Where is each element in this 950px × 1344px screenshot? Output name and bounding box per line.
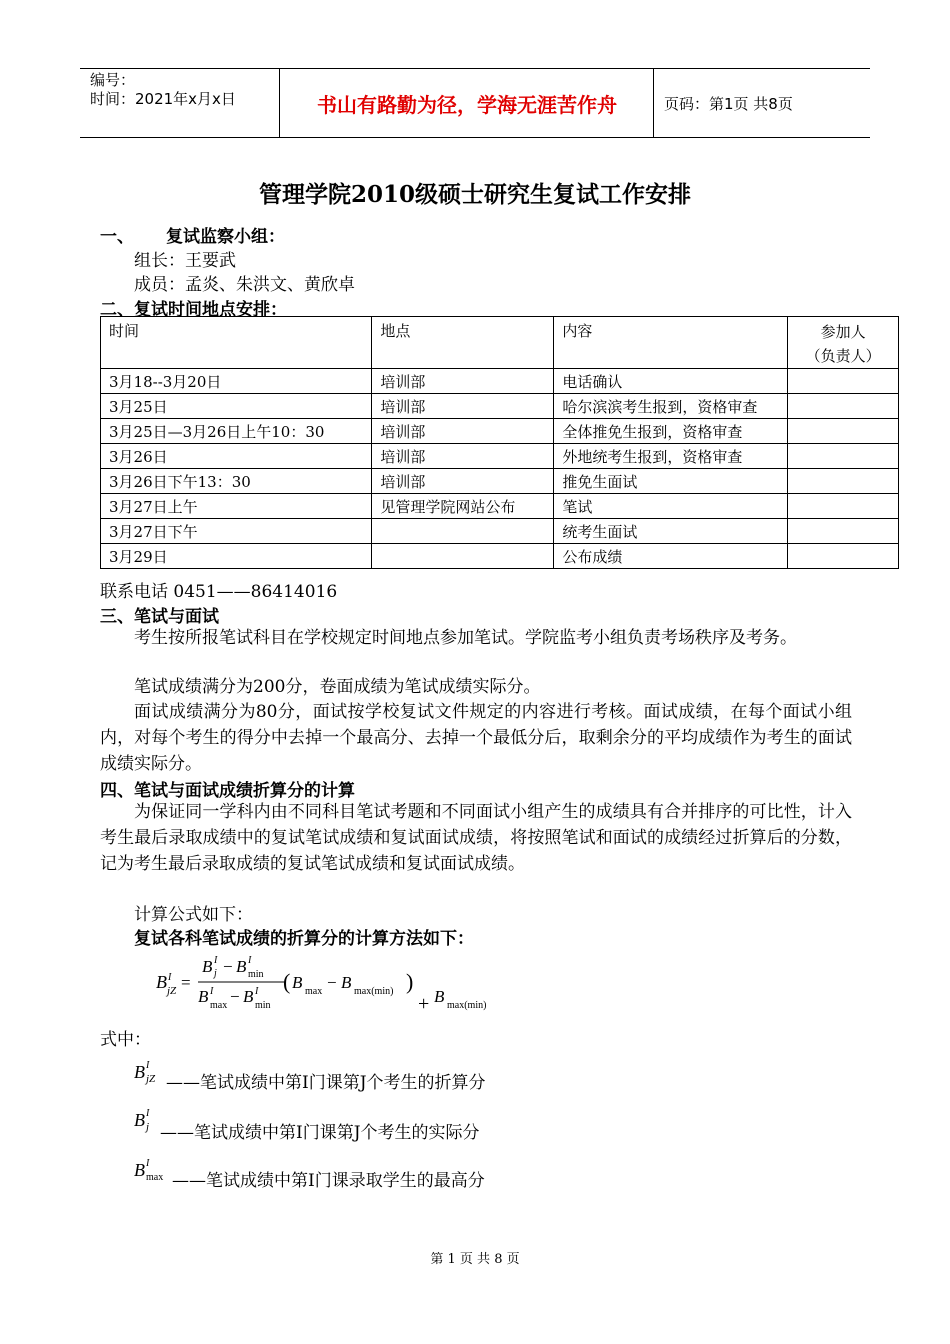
svg-text:max(min): max(min) (447, 1000, 487, 1011)
svg-text:): ) (406, 969, 414, 994)
cell-place: 见管理学院网站公布 (372, 494, 554, 519)
section1-leader: 组长：王要武 (134, 251, 236, 271)
conversion-formula (150, 952, 510, 1024)
table-row (101, 394, 899, 419)
svg-text:I: I (248, 955, 252, 966)
col-header-content: 内容 (554, 317, 788, 369)
table-row (101, 444, 899, 469)
col-header-person-line2: （负责人） (805, 347, 881, 365)
cell-place: 培训部 (372, 444, 554, 469)
section2-heading: 二、复试时间地点安排： (100, 300, 287, 320)
cell-content: 哈尔滨滨考生报到，资格审查 (554, 394, 788, 419)
page-footer: 第 1 页 共 8 页 (430, 1252, 520, 1267)
cell-content: 电话确认 (554, 369, 788, 394)
definition-bjz: ——笔试成绩中第I门课第J个考生的折算分 (166, 1073, 486, 1093)
header-page-number: 页码：第1页 共8页 (664, 94, 793, 113)
cell-person (788, 494, 899, 519)
cell-place (372, 544, 554, 569)
cell-person (788, 444, 899, 469)
cell-content: 全体推免生报到，资格审查 (554, 419, 788, 444)
svg-text:(: ( (283, 969, 291, 994)
svg-text:j: j (146, 1121, 150, 1133)
svg-text:−: − (327, 973, 337, 992)
svg-text:I: I (168, 972, 172, 983)
cell-content: 推免生面试 (554, 469, 788, 494)
svg-text:I: I (146, 1158, 150, 1169)
cell-time: 3月26日 (101, 444, 372, 469)
cell-time: 3月25日 (101, 394, 372, 419)
header-meta (80, 69, 280, 137)
cell-time: 3月25日—3月26日上午10：30 (101, 419, 372, 444)
cell-content: 外地统考生报到，资格审查 (554, 444, 788, 469)
header-number: 编号： (90, 71, 136, 89)
svg-text:j: j (214, 968, 217, 979)
svg-text:max: max (146, 1172, 164, 1183)
section1-members: 成员：孟炎、朱洪文、黄欣卓 (134, 275, 355, 295)
cell-time: 3月18--3月20日 (101, 369, 372, 394)
svg-text:min: min (248, 969, 264, 980)
cell-place (372, 519, 554, 544)
page-header (80, 68, 870, 138)
definition-bmax: ——笔试成绩中第I门课录取学生的最高分 (172, 1171, 485, 1191)
svg-text:jZ: jZ (167, 985, 177, 997)
table-row (101, 419, 899, 444)
svg-text:B: B (341, 973, 352, 992)
cell-time: 3月27日下午 (101, 519, 372, 544)
cell-content: 统考生面试 (554, 519, 788, 544)
section3-heading: 三、笔试与面试 (100, 607, 219, 627)
svg-text:B: B (243, 987, 254, 1006)
table-row (101, 544, 899, 569)
formula-intro: 计算公式如下： (134, 905, 253, 925)
svg-text:I: I (214, 955, 218, 966)
svg-text:B: B (134, 1110, 145, 1130)
schedule-table (100, 316, 899, 569)
svg-text:jZ: jZ (146, 1073, 156, 1085)
svg-text:I: I (146, 1060, 150, 1071)
definition-bj: ——笔试成绩中第I门课第J个考生的实际分 (160, 1123, 480, 1143)
cell-person (788, 544, 899, 569)
header-time: 时间：2021年x月x日 (90, 90, 236, 108)
svg-text:max: max (210, 1000, 228, 1011)
svg-text:B: B (134, 1160, 145, 1180)
symbol-bmax (132, 1154, 176, 1184)
formula-where: 式中： (100, 1030, 151, 1050)
svg-text:+: + (418, 993, 430, 1015)
section3-paragraph-1: 考生按所报笔试科目在学校规定时间地点参加笔试。学院监考小组负责考场秩序及考务。 (134, 628, 797, 648)
svg-text:min: min (255, 1000, 271, 1011)
cell-person (788, 394, 899, 419)
svg-text:−: − (230, 987, 240, 1006)
svg-text:B: B (156, 972, 167, 992)
cell-place: 培训部 (372, 419, 554, 444)
cell-place: 培训部 (372, 469, 554, 494)
cell-place: 培训部 (372, 394, 554, 419)
table-row (101, 494, 899, 519)
cell-time: 3月27日上午 (101, 494, 372, 519)
table-row (101, 469, 899, 494)
svg-text:B: B (434, 987, 445, 1006)
col-header-place: 地点 (372, 317, 554, 369)
section1-heading-num: 一、 (100, 227, 134, 247)
svg-text:B: B (292, 973, 303, 992)
svg-text:B: B (202, 957, 213, 976)
cell-time: 3月26日下午13：30 (101, 469, 372, 494)
svg-text:−: − (223, 957, 233, 976)
cell-person (788, 469, 899, 494)
cell-content: 公布成绩 (554, 544, 788, 569)
svg-text:B: B (236, 957, 247, 976)
cell-person (788, 419, 899, 444)
svg-text:B: B (134, 1062, 145, 1082)
col-header-person (788, 317, 899, 369)
table-row (101, 519, 899, 544)
formula-heading: 复试各科笔试成绩的折算分的计算方法如下： (134, 929, 474, 949)
section3-paragraph-3: 面试成绩满分为80分，面试按学校复试文件规定的内容进行考核。面试成绩，在每个面试小组内，对每个考生的得分中去掉一个最高分、去掉一个最低分后，取剩余分的平均成绩作为考生的面试成绩实际分。 (100, 702, 852, 774)
contact-phone: 联系电话 0451——86414016 (100, 582, 338, 602)
col-header-time: 时间 (101, 317, 372, 369)
svg-text:I: I (146, 1108, 150, 1119)
col-header-person-line1: 参加人 (820, 323, 866, 341)
section1-heading: 复试监察小组： (166, 227, 285, 247)
document-title: 管理学院2010级硕士研究生复试工作安排 (258, 181, 691, 208)
svg-text:I: I (210, 986, 214, 997)
svg-text:B: B (198, 987, 209, 1006)
svg-text:max: max (305, 986, 323, 997)
svg-text:=: = (181, 973, 191, 992)
section3-paragraph-2: 笔试成绩满分为200分，卷面成绩为笔试成绩实际分。 (134, 677, 541, 697)
header-motto: 书山有路勤为径，学海无涯苦作舟 (281, 69, 654, 137)
cell-person (788, 519, 899, 544)
svg-text:max(min): max(min) (354, 986, 394, 997)
table-header-row (101, 317, 899, 369)
cell-time: 3月29日 (101, 544, 372, 569)
cell-content: 笔试 (554, 494, 788, 519)
section4-paragraph-1: 为保证同一学科内由不同科目笔试考题和不同面试小组产生的成绩具有合并排序的可比性，计入考生最后录取成绩中的复试笔试成绩和复试面试成绩，将按照笔试和面试的成绩经过折算后的分数，记为考生最后录取成绩的复试笔试成绩和复试面试成绩。 (100, 802, 852, 874)
section4-heading: 四、笔试与面试成绩折算分的计算 (100, 781, 355, 801)
svg-text:I: I (255, 986, 259, 997)
cell-person (788, 369, 899, 394)
cell-place: 培训部 (372, 369, 554, 394)
table-row (101, 369, 899, 394)
